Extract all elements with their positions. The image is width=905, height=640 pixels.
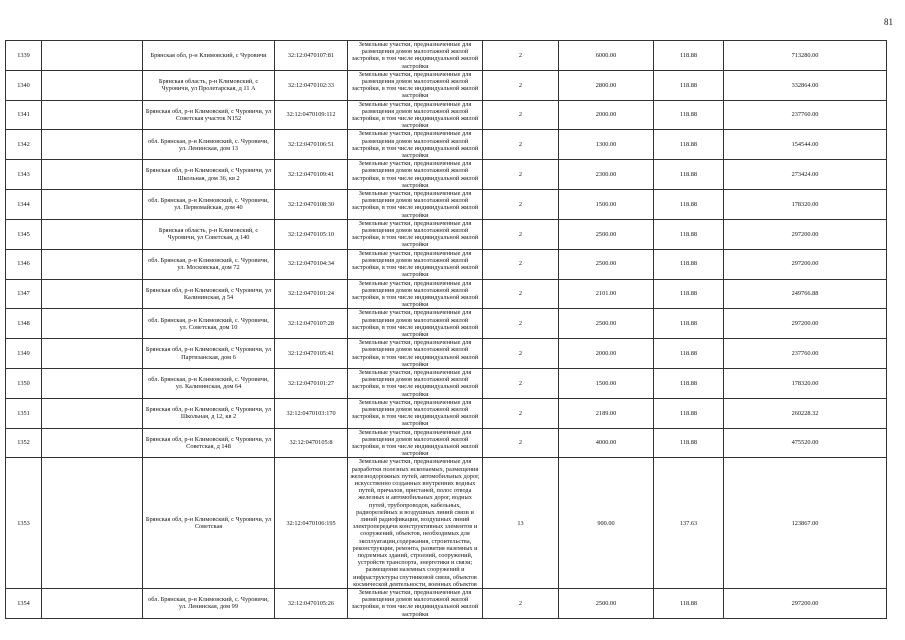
address-cell: обл. Брянская, р-н Климовский, с. Чуровичи, ул. Первомайская, дом 40 xyxy=(143,190,275,220)
land-use-cell: Земельные участки, предназначенные для размещения домов малоэтажной жилой застройки, в том числе индивидуальной жилой застройки xyxy=(348,41,483,71)
row-number: 1340 xyxy=(6,70,42,100)
land-use-cell: Земельные участки, предназначенные для размещения домов малоэтажной жилой застройки, в том числе индивидуальной жилой застройки xyxy=(348,428,483,458)
row-number: 1341 xyxy=(6,100,42,130)
blank-cell xyxy=(42,589,143,619)
row-number: 1339 xyxy=(6,41,42,71)
blank-cell xyxy=(42,339,143,369)
address-cell: Брянская обл, р-н Климовский, с Чуровичи, ул Школьная, д 12, кв 2 xyxy=(143,398,275,428)
cadastral-number-cell: 32:12:0470101:27 xyxy=(275,368,348,398)
category-cell: 2 xyxy=(483,589,559,619)
table-row xyxy=(6,219,887,249)
rate-cell: 118.88 xyxy=(654,428,724,458)
cadastral-value-cell: 297200.00 xyxy=(724,219,887,249)
land-use-cell: Земельные участки, предназначенные для размещения домов малоэтажной жилой застройки, в том числе индивидуальной жилой застройки xyxy=(348,219,483,249)
row-number: 1344 xyxy=(6,190,42,220)
cadastral-number-cell: 32:12:0470101:24 xyxy=(275,279,348,309)
rate-cell: 118.88 xyxy=(654,398,724,428)
category-cell: 2 xyxy=(483,130,559,160)
table-row xyxy=(6,160,887,190)
row-number: 1353 xyxy=(6,458,42,589)
row-number: 1349 xyxy=(6,339,42,369)
area-cell: 2300.00 xyxy=(559,160,654,190)
row-number: 1347 xyxy=(6,279,42,309)
area-cell: 2500.00 xyxy=(559,249,654,279)
category-cell: 2 xyxy=(483,428,559,458)
land-use-cell: Земельные участки, предназначенные для размещения домов малоэтажной жилой застройки, в том числе индивидуальной жилой застройки xyxy=(348,70,483,100)
rate-cell: 118.88 xyxy=(654,70,724,100)
table-row xyxy=(6,70,887,100)
land-use-cell: Земельные участки, предназначенные для размещения домов малоэтажной жилой застройки, в том числе индивидуальной жилой застройки xyxy=(348,160,483,190)
blank-cell xyxy=(42,428,143,458)
category-cell: 2 xyxy=(483,219,559,249)
rate-cell: 118.88 xyxy=(654,160,724,190)
land-use-cell: Земельные участки, предназначенные для размещения домов малоэтажной жилой застройки, в том числе индивидуальной жилой застройки xyxy=(348,309,483,339)
cadastral-value-cell: 297200.00 xyxy=(724,589,887,619)
table-row xyxy=(6,130,887,160)
address-cell: обл. Брянская, р-н Климовский, с. Чуровичи, ул. Ленинская, дом 13 xyxy=(143,130,275,160)
cadastral-number-cell: 32:12:0470105:26 xyxy=(275,589,348,619)
category-cell: 2 xyxy=(483,41,559,71)
area-cell: 2000.00 xyxy=(559,100,654,130)
rate-cell: 118.88 xyxy=(654,368,724,398)
table-row xyxy=(6,279,887,309)
row-number: 1354 xyxy=(6,589,42,619)
cadastral-number-cell: 32:12:0470106:195 xyxy=(275,458,348,589)
land-use-cell: Земельные участки, предназначенные для размещения домов малоэтажной жилой застройки, в том числе индивидуальной жилой застройки xyxy=(348,279,483,309)
category-cell: 2 xyxy=(483,160,559,190)
cadastral-value-cell: 178320.00 xyxy=(724,190,887,220)
address-cell: Брянская обл, р-н Климовский, с Чуровичи, ул Советская xyxy=(143,458,275,589)
blank-cell xyxy=(42,279,143,309)
land-use-cell: Земельные участки, предназначенные для разработки полезных ископаемых, размещения железнодорожных путей, автомобильных дорог, искусственно созданных внутренних водных путей, причалов, пристаней, полос отвода железных и автомобильных дорог, водных путей, трубопроводов, кабельных, радиорелейных и воздушных линий связи и линий радиофикации, воздушных линий электропередачи конструктивных элементов и сооружений, объектов, необходимых для эксплуатации,содержания, строительства, реконструкции, ремонта, развития наземных и подземных зданий, строений, сооружений, устройств транспорта, энергетики и связи; размещения наземных сооружений и инфраструктуры спутниковой связи, объектов космической деятельности, военных объектов xyxy=(348,458,483,589)
cadastral-value-cell: 713280.00 xyxy=(724,41,887,71)
rate-cell: 118.88 xyxy=(654,309,724,339)
area-cell: 1500.00 xyxy=(559,368,654,398)
address-cell: Брянская область, р-н Климовский, с Чуровичи, ул Советская, д 140 xyxy=(143,219,275,249)
table-row xyxy=(6,398,887,428)
category-cell: 2 xyxy=(483,339,559,369)
land-use-cell: Земельные участки, предназначенные для размещения домов малоэтажной жилой застройки, в том числе индивидуальной жилой застройки xyxy=(348,589,483,619)
table-row xyxy=(6,368,887,398)
table-row xyxy=(6,428,887,458)
cadastral-value-cell: 249766.88 xyxy=(724,279,887,309)
area-cell: 1500.00 xyxy=(559,190,654,220)
area-cell: 2800.00 xyxy=(559,70,654,100)
cadastral-number-cell: 32:12:0470109:41 xyxy=(275,160,348,190)
cadastral-number-cell: 32:12:0470106:51 xyxy=(275,130,348,160)
address-cell: Брянская область, р-н Климовский, с Чуровичи, ул Пролетарская, д 11 А xyxy=(143,70,275,100)
rate-cell: 118.88 xyxy=(654,589,724,619)
cadastral-value-cell: 178320.00 xyxy=(724,368,887,398)
table-row xyxy=(6,249,887,279)
address-cell: Брянская обл, р-н Климовский, с Чуровичи, ул Калининская, д 54 xyxy=(143,279,275,309)
blank-cell xyxy=(42,130,143,160)
table-row xyxy=(6,41,887,71)
address-cell: Брянская обл, р-н Климовский, с Чуровичи, ул Советская, д 148 xyxy=(143,428,275,458)
rate-cell: 137.63 xyxy=(654,458,724,589)
page-number: 81 xyxy=(884,17,893,27)
land-use-cell: Земельные участки, предназначенные для размещения домов малоэтажной жилой застройки, в том числе индивидуальной жилой застройки xyxy=(348,339,483,369)
cadastral-number-cell: 32:12:0470104:34 xyxy=(275,249,348,279)
category-cell: 2 xyxy=(483,309,559,339)
area-cell: 2500.00 xyxy=(559,589,654,619)
land-use-cell: Земельные участки, предназначенные для размещения домов малоэтажной жилой застройки, в том числе индивидуальной жилой застройки xyxy=(348,398,483,428)
rate-cell: 118.88 xyxy=(654,130,724,160)
cadastral-number-cell: 32:12:0470107:81 xyxy=(275,41,348,71)
rate-cell: 118.88 xyxy=(654,100,724,130)
land-use-cell: Земельные участки, предназначенные для размещения домов малоэтажной жилой застройки, в том числе индивидуальной жилой застройки xyxy=(348,190,483,220)
category-cell: 2 xyxy=(483,368,559,398)
address-cell: Брянская обл, р-н Климовский, с Чуровичи xyxy=(143,41,275,71)
cadastral-number-cell: 32:12:0470108:30 xyxy=(275,190,348,220)
rate-cell: 118.88 xyxy=(654,339,724,369)
area-cell: 2189.00 xyxy=(559,398,654,428)
category-cell: 2 xyxy=(483,190,559,220)
row-number: 1352 xyxy=(6,428,42,458)
blank-cell xyxy=(42,70,143,100)
rate-cell: 118.88 xyxy=(654,41,724,71)
rate-cell: 118.88 xyxy=(654,219,724,249)
table-row xyxy=(6,458,887,589)
cadastral-value-cell: 260228.32 xyxy=(724,398,887,428)
cadastral-value-cell: 154544.00 xyxy=(724,130,887,160)
area-cell: 4000.00 xyxy=(559,428,654,458)
row-number: 1351 xyxy=(6,398,42,428)
area-cell: 2101.00 xyxy=(559,279,654,309)
row-number: 1343 xyxy=(6,160,42,190)
cadastral-number-cell: 32:12:0470105:41 xyxy=(275,339,348,369)
category-cell: 2 xyxy=(483,70,559,100)
table-row xyxy=(6,190,887,220)
blank-cell xyxy=(42,368,143,398)
cadastral-number-cell: 32:12:0470102:33 xyxy=(275,70,348,100)
blank-cell xyxy=(42,398,143,428)
cadastral-number-cell: 32:12:0470107:28 xyxy=(275,309,348,339)
rate-cell: 118.88 xyxy=(654,279,724,309)
area-cell: 1300.00 xyxy=(559,130,654,160)
rate-cell: 118.88 xyxy=(654,190,724,220)
cadastral-value-cell: 273424.00 xyxy=(724,160,887,190)
land-use-cell: Земельные участки, предназначенные для размещения домов малоэтажной жилой застройки, в том числе индивидуальной жилой застройки xyxy=(348,100,483,130)
cadastral-number-cell: 32:12:0470105:10 xyxy=(275,219,348,249)
cadastral-value-cell: 123867.00 xyxy=(724,458,887,589)
land-use-cell: Земельные участки, предназначенные для размещения домов малоэтажной жилой застройки, в том числе индивидуальной жилой застройки xyxy=(348,368,483,398)
blank-cell xyxy=(42,249,143,279)
row-number: 1346 xyxy=(6,249,42,279)
blank-cell xyxy=(42,100,143,130)
address-cell: Брянская обл, р-н Климовский, с Чуровичи, ул Советская участок N152 xyxy=(143,100,275,130)
address-cell: обл. Брянская, р-н Климовский, с. Чуровичи, ул. Ленинская, дом 99 xyxy=(143,589,275,619)
blank-cell xyxy=(42,190,143,220)
category-cell: 2 xyxy=(483,100,559,130)
cadastral-number-cell: 32:12:0470109:112 xyxy=(275,100,348,130)
table-body xyxy=(6,41,887,619)
row-number: 1345 xyxy=(6,219,42,249)
land-use-cell: Земельные участки, предназначенные для размещения домов малоэтажной жилой застройки, в том числе индивидуальной жилой застройки xyxy=(348,249,483,279)
blank-cell xyxy=(42,309,143,339)
land-use-cell: Земельные участки, предназначенные для размещения домов малоэтажной жилой застройки, в том числе индивидуальной жилой застройки xyxy=(348,130,483,160)
cadastral-number-cell: 32:12:0470105:8 xyxy=(275,428,348,458)
address-cell: обл. Брянская, р-н Климовский, с. Чуровичи, ул. Московская, дом 72 xyxy=(143,249,275,279)
cadastral-value-cell: 237760.00 xyxy=(724,339,887,369)
area-cell: 6000.00 xyxy=(559,41,654,71)
row-number: 1350 xyxy=(6,368,42,398)
cadastral-value-cell: 297200.00 xyxy=(724,309,887,339)
address-cell: обл. Брянская, р-н Климовский, с. Чуровичи, ул. Калининская, дом 64 xyxy=(143,368,275,398)
table-row xyxy=(6,339,887,369)
category-cell: 2 xyxy=(483,398,559,428)
area-cell: 900.00 xyxy=(559,458,654,589)
table-row xyxy=(6,309,887,339)
blank-cell xyxy=(42,160,143,190)
address-cell: Брянская обл, р-н Климовский, с Чуровичи, ул Школьная, дом 36, кв 2 xyxy=(143,160,275,190)
blank-cell xyxy=(42,41,143,71)
table-row xyxy=(6,100,887,130)
cadastral-value-cell: 237760.00 xyxy=(724,100,887,130)
cadastral-number-cell: 32:12:0470103:170 xyxy=(275,398,348,428)
table-row xyxy=(6,589,887,619)
cadastral-value-cell: 332864.00 xyxy=(724,70,887,100)
category-cell: 2 xyxy=(483,249,559,279)
cadastral-value-table xyxy=(5,40,887,619)
cadastral-value-cell: 475520.00 xyxy=(724,428,887,458)
area-cell: 2000.00 xyxy=(559,339,654,369)
address-cell: Брянская обл, р-н Климовский, с Чуровичи, ул Партизанская, дом 6 xyxy=(143,339,275,369)
category-cell: 13 xyxy=(483,458,559,589)
area-cell: 2500.00 xyxy=(559,309,654,339)
blank-cell xyxy=(42,458,143,589)
address-cell: обл. Брянская, р-н Климовский, с. Чуровичи, ул. Советская, дом 10 xyxy=(143,309,275,339)
category-cell: 2 xyxy=(483,279,559,309)
area-cell: 2500.00 xyxy=(559,219,654,249)
row-number: 1348 xyxy=(6,309,42,339)
blank-cell xyxy=(42,219,143,249)
row-number: 1342 xyxy=(6,130,42,160)
cadastral-value-cell: 297200.00 xyxy=(724,249,887,279)
rate-cell: 118.88 xyxy=(654,249,724,279)
